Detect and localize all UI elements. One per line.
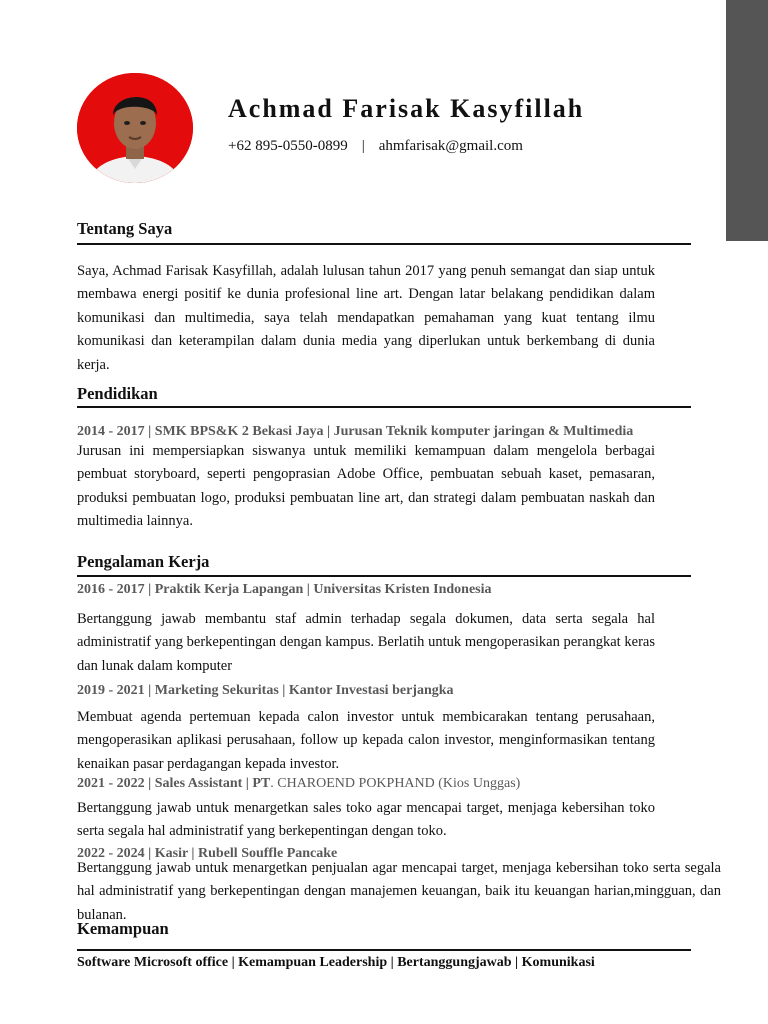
section-divider	[77, 243, 691, 245]
contact-info	[228, 138, 523, 155]
about-paragraph: Saya, Achmad Farisak Kasyfillah, adalah lulusan tahun 2017 yang penuh semangat dan siap untuk membawa energi positif ke dunia profesional line art. Dengan latar belakang pendidikan dalam komunikasi dan multimedia, saya telah mendapatkan pemahaman yang kuat tentang ilmu komunikasi dan keterampilan dalam dunia media yang diperlukan untuk berkembang di dunia kerja.	[77, 263, 655, 373]
job-title: 2016 - 2017 | Praktik Kerja Lapangan | Universitas Kristen Indonesia	[77, 582, 492, 597]
section-divider	[77, 406, 691, 408]
job-title-company: . CHAROEND POKPHAND (Kios Unggas)	[270, 776, 521, 791]
email-address: ahmfarisak@gmail.com	[378, 138, 523, 154]
job-description: Membuat agenda pertemuan kepada calon investor untuk membicarakan tentang perusahaan, mengoperasikan aplikasi perusahaan, follow up kepada calon investor, menginformasikan tentang kenaikan pasar perdagangan kepada investor.	[77, 709, 655, 772]
decorative-side-bar	[726, 0, 768, 241]
job-title: 2022 - 2024 | Kasir | Rubell Souffle Pancake	[77, 846, 338, 861]
section-heading-about: Tentang Saya	[77, 219, 173, 238]
section-heading-education: Pendidikan	[77, 384, 158, 403]
education-description: Jurusan ini mempersiapkan siswanya untuk memiliki kemampuan dalam mengelola berbagai pembuat storyboard, seperti pengoprasian Adobe Office, pembuatan sebuah kaset, pemasaran, produksi pembuatan logo, produksi pembuatan line art, dan strategi dalam pembuatan naskah dan multimedia lainnya.	[77, 443, 655, 530]
education-entry-title: 2014 - 2017 | SMK BPS&K 2 Bekasi Jaya | Jurusan Teknik komputer jaringan & Multimedia	[77, 424, 634, 439]
contact-separator: |	[361, 138, 365, 154]
job-description: Bertanggung jawab untuk menargetkan sales toko agar mencapai target, menjaga kebersihan toko serta segala hal administratif yang berkepentingan dengan toko.	[77, 800, 655, 840]
skills-list: Software Microsoft office | Kemampuan Leadership | Bertanggungjawab | Komunikasi	[77, 955, 595, 970]
section-divider	[77, 575, 691, 577]
section-heading-skills: Kemampuan	[77, 919, 169, 938]
avatar	[77, 73, 193, 183]
phone-number: +62 895-0550-0899	[228, 138, 348, 154]
job-description: Bertanggung jawab membantu staf admin terhadap segala dokumen, data serta segala hal administratif yang berkepentingan dengan kampus. Berlatih untuk mengoperasikan perangkat keras dan lunak dalam komputer	[77, 611, 655, 674]
section-divider	[77, 949, 691, 951]
job-description: Bertanggung jawab untuk menargetkan penjualan agar mencapai target, menjaga kebersihan toko serta segala hal administratif yang berkepentingan dengan manajemen keuangan, baik itu keuangan harian,mingguan, dan bulanan.	[77, 860, 721, 923]
section-heading-experience: Pengalaman Kerja	[77, 552, 210, 571]
job-title: 2019 - 2021 | Marketing Sekuritas | Kantor Investasi berjangka	[77, 683, 454, 698]
job-title-main: 2021 - 2022 | Sales Assistant | PT	[77, 776, 271, 791]
candidate-name: Achmad Farisak Kasyfillah	[228, 94, 585, 123]
job-title	[77, 776, 520, 792]
profile-photo-icon	[77, 73, 193, 183]
